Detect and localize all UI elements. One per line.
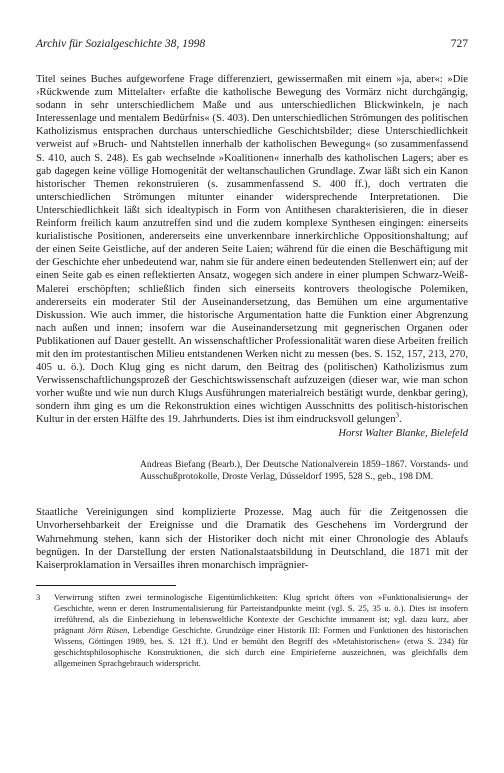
footnote-text-part2: , Lebendige Geschichte. Grundzüge einer Historik III: Formen und Funktionen des historischen Wissens, Göttingen 1989, bes. S. 121 ff.). Und er bemüht den Begriff des »Metahistorischen« (etwa S. 234) für geschichtsphilosophische Konstruktionen, die sich durch eine Empirieferne auszeichnen, was gleichfalls dem allgemeinen Sprachgebrauch widerspricht. bbox=[54, 624, 468, 668]
footnote-separator bbox=[36, 585, 176, 586]
footnote-text-part1: Verwirrung stiften zwei terminologische Eigentümlichkeiten: Klug spricht öfters von »Funktionalisierung« der Geschichte, wenn er deren Instrumentalisierung für Parteistandpunkte meint (vgl. S. 25, 35 u. ö.). Dies ist insofern irreführend, als die Einbeziehung in lebensweltliche Kontexte der Geschichte immanent ist; vgl. dazu kurz, aber prägnant bbox=[54, 591, 468, 635]
page-number: 727 bbox=[450, 38, 468, 50]
sentence-period: . bbox=[399, 414, 402, 426]
review-body-text: Titel seines Buches aufgeworfene Frage differenziert, gewissermaßen mit einem »ja, aber«: »Die ›Rückwende zum Mittelalter‹ erfaßte die katholische Bewegung des Vormärz nicht durchgängig, sodann in sehr unterschiedlichem Maße und aus unterschiedlichen Blickwinkeln, je nach Interessenlage und mentalem Bedürfnis« (S. 403). Den unterschiedlichen Strömungen des politischen Katholizismus entsprachen durchaus unterschiedliche Geschichtsbilder; diese Unterschiedlichkeit verweist auf »Bruch- und Nahtstellen innerhalb der katholischen Bewegung« (so zusammenfassend S. 410, auch S. 248). Es gab wechselnde »Koalitionen« innerhalb des katholischen Lagers; aber es gab dagegen keine völlige Homogenität der weltanschaulichen Grundlage. Zwar läßt sich ein Kanon historischer Themen rekonstruieren (s. zusammenfassend S. 400 ff.), doch vertraten die unterschiedlichen Strömungen mitunter einander widersprechende Interpretationen. Die Unterschiedlichkeit läßt sich idealtypisch in Form von Antithesen charakterisieren, die in dieser Reinform freilich kaum anzutreffen sind und die zudem komplexe Synthesen eingingen: einerseits kurialistische Positionen, andererseits eine unverkennbare innerkirchliche Oppositionshaltung; auf der einen Seite Geistliche, auf der anderen Seite Laien; während für die einen die Beschäftigung mit der Geschichte eher unbedeutend war, nahm sie für andere einen bedeutenden Stellenwert ein; auf der einen Seite gab es einen reflektierten Ansatz, wogegen sich andere in einer plumpen Schwarz-Weiß-Malerei erschöpften; schließlich finden sich einerseits kontrovers theologische Polemiken, andererseits ein moderater Stil der Auseinandersetzung, das Bemühen um eine argumentative Diskussion. Wie auch immer, die historische Argumentation hatte die Funktion einer Abgrenzung nach außen und innen; insofern war die Auseinandersetzung mit gegnerischen Organen oder Publikationen auf Dauer gestellt. An wissenschaftlicher Professionalität waren diese Arbeiten freilich mit den im protestantischen Milieu entstandenen Werken nicht zu messen (bes. S. 152, 157, 213, 270, 405 u. ö.). Doch Klug ging es nicht darum, den Beitrag des (politischen) Katholizismus zum Verwissenschaftlichungsprozeß der Geschichtswissenschaft aufzuzeigen (dieser war, wie man schon vorher wußte und wie nun durch Klugs Ausführungen materialreich bestätigt wurde, denkbar gering), sondern ihm ging es um die Rekonstruktion eines wichtigen Ausschnitts des politisch-historischen Kultur in der ersten Hälfte des 19. Jahrhunderts. Dies ist ihm eindrucksvoll gelungen bbox=[36, 74, 468, 426]
footnote-cited-author: Jörn Rüsen bbox=[87, 624, 128, 635]
reviewer-signature: Horst Walter Blanke, Bielefeld bbox=[338, 427, 468, 439]
next-review-bibliography bbox=[36, 459, 468, 484]
running-header bbox=[36, 38, 468, 54]
journal-title: Archiv für Sozialgeschichte 38, 1998 bbox=[36, 38, 206, 50]
footnote-3 bbox=[36, 592, 468, 669]
footnote-marker: 3 bbox=[395, 411, 400, 420]
bibliography-entry: Andreas Biefang (Bearb.), Der Deutsche Nationalverein 1859–1867. Vorstands- und Ausschußprotokolle, Droste Verlag, Düsseldorf 1995, 528 S., geb., 198 DM. bbox=[140, 458, 468, 482]
review-continuation-paragraph bbox=[36, 73, 468, 439]
footnote-number: 3 bbox=[36, 591, 41, 602]
next-review-opening-paragraph: Staatliche Vereinigungen sind komplizierte Prozesse. Mag auch für die Zeitgenossen die Unvorhersehbarkeit der Ereignisse und die Dramatik des Geschehens im Vordergrund der Wahrnehmung stehen, kann sich der Historiker doch nicht mit einer Chronologie des Ablaufs begnügen. In der Darstellung der ersten Nationalstaatsbildung in Deutschland, die 1871 mit der Kaiserproklamation in Versailles ihren monarchisch imprägnier- bbox=[36, 507, 468, 571]
